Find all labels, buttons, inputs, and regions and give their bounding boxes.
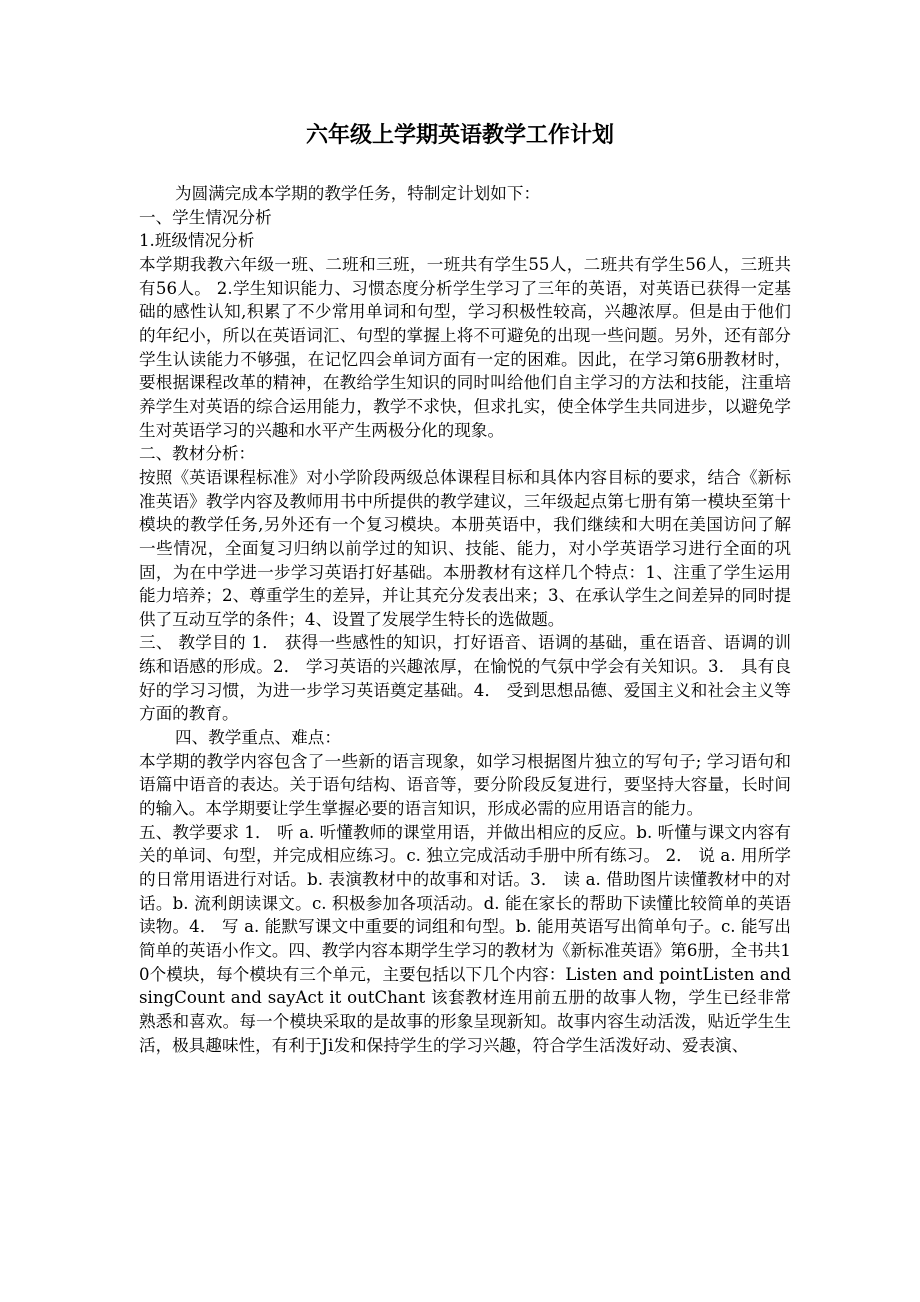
heading-key-points: 四、教学重点、难点： (175, 728, 341, 748)
paragraph-intro: 为圆满完成本学期的教学任务，特制定计划如下： (175, 184, 541, 203)
heading-textbook-analysis: 二、教材分析： (139, 444, 256, 464)
paragraph-class-analysis: 本学期我教六年级一班、二班和三班，一班共有学生55人，二班共有学生56人，三班共有56人。 2.学生知识能力、习惯态度分析学生学习了三年的英语，对英语已获得一定基础的感性认知,积累了不少常用单词和句型，学习积极性较高，兴趣浓厚。但是由于他们的年纪小，所以在英语词汇、句型的掌握上将不可避免的出现一些问题。另外，还有部分学生认读能力不够强，在记忆四会单词方面有一定的困难。因此，在学习第6册教材时，要根据课程改革的精神，在教给学生知识的同时叫给他们自主学习的方法和技能，注重培养学生对英语的综合运用能力，教学不求快，但求扎实，使全体学生共同进步，以避免学生对英语学习的兴趣和水平产生两极分化的现象。 (139, 254, 791, 440)
document-body (139, 182, 791, 1057)
document-title: 六年级上学期英语教学工作计划 (305, 122, 614, 148)
paragraph-textbook-analysis: 按照《英语课程标准》对小学阶段两级总体课程目标和具体内容目标的要求，结合《新标准英语》教学内容及教师用书中所提供的教学建议，三年级起点第七册有第一模块至第十模块的教学任务,另外还有一个复习模块。本册英语中，我们继续和大明在美国访问了解一些情况，全面复习归纳以前学过的知识、技能、能力，对小学英语学习进行全面的巩固，为在中学进一步学习英语打好基础。本册教材有这样几个特点：1、注重了学生运用能力培养；2、尊重学生的差异，并让其充分发表出来；3、在承认学生之间差异的同时提供了互动互学的条件；4、设置了发展学生特长的选做题。 (139, 467, 791, 629)
paragraph-key-points: 本学期的教学内容包含了一些新的语言现象，如学习根据图片独立的写句子; 学习语句和语篇中语音的表达。关于语句结构、语音等，要分阶段反复进行，要坚持大容量，长时间的输入。本学期要让学生掌握必要的语言知识，形成必需的应用语言的能力。 (139, 751, 791, 819)
paragraph-teaching-requirements: 五、教学要求 1． 听 a. 听懂教师的课堂用语，并做出相应的反应。b. 听懂与课文内容有关的单词、句型，并完成相应练习。c. 独立完成活动手册中所有练习。 2． 说 a. 用所学的日常用语进行对话。b. 表演教材中的故事和对话。3． 读 a. 借助图片读懂教材中的对话。b. 流利朗读课文。c. 积极参加各项活动。d. 能在家长的帮助下读懂比较简单的英语读物。4． 写 a. 能默写课文中重要的词组和句型。b. 能用英语写出简单句子。c. 能写出简单的英语小作文。四、教学内容本期学生学习的教材为《新标准英语》第6册，全书共10个模块，每个模块有三个单元，主要包括以下几个内容：Listen and pointListen and singCount and sayAct it outChant 该套教材连用前五册的故事人物，学生已经非常熟悉和喜欢。每一个模块采取的是故事的形象呈现新知。故事内容生动活泼，贴近学生生活，极具趣味性，有利于Ji发和保持学生的学习兴趣，符合学生活泼好动、爱表演、 (139, 822, 791, 1055)
paragraph-teaching-goals: 三、 教学目的 1． 获得一些感性的知识，打好语音、语调的基础，重在语音、语调的训练和语感的形成。2． 学习英语的兴趣浓厚，在愉悦的气氛中学会有关知识。3． 具有良好的学习习惯，为进一步学习英语奠定基础。4． 受到思想品德、爱国主义和社会主义等方面的教育。 (139, 633, 791, 724)
subheading-class-analysis: 1.班级情况分析 (139, 231, 255, 251)
heading-student-analysis: 一、学生情况分析 (139, 207, 272, 227)
